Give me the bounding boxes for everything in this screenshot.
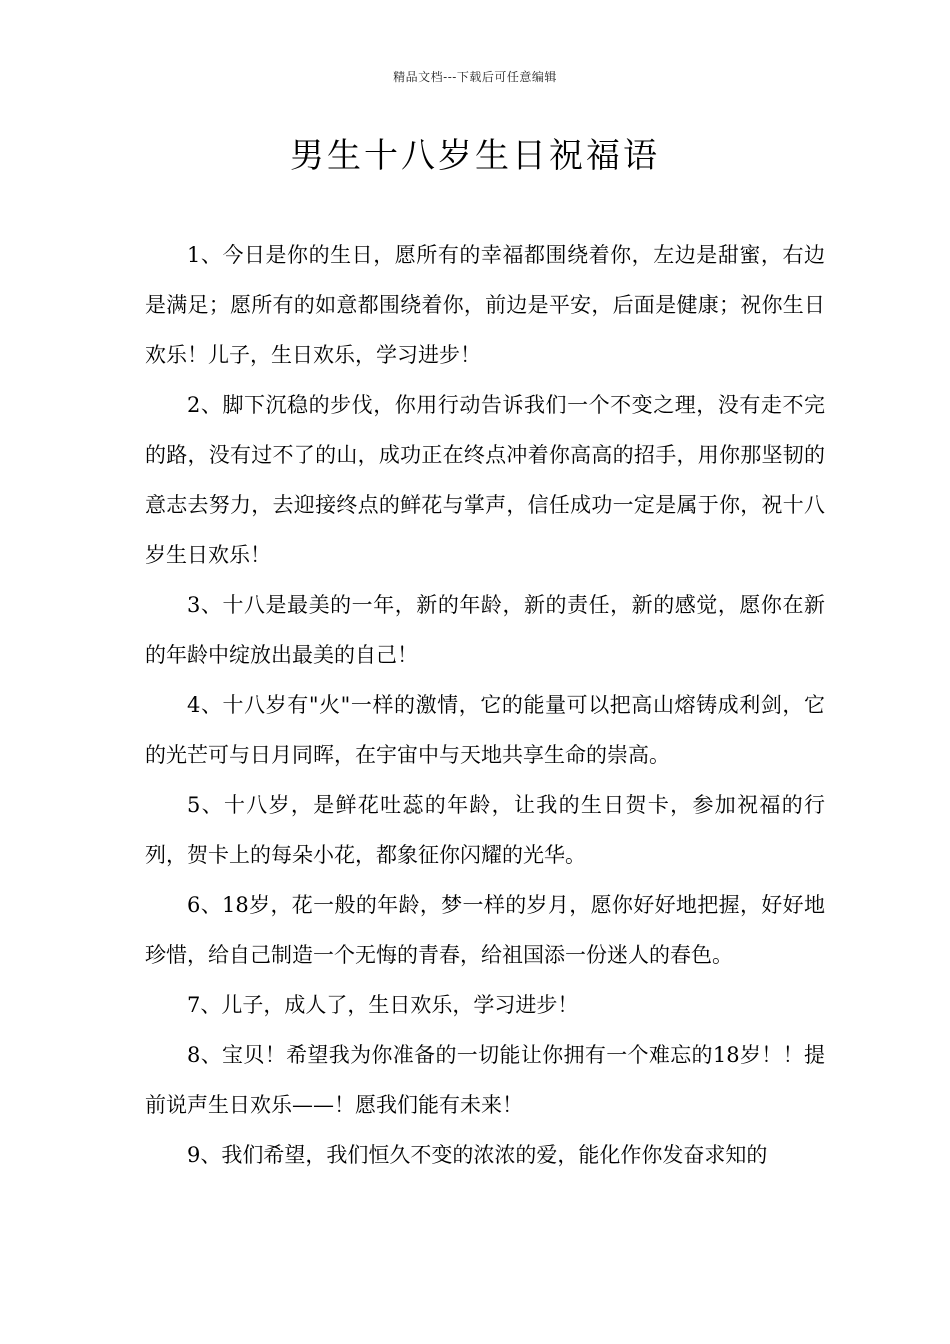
document-body — [145, 230, 825, 1180]
paragraph-5: 5、十八岁，是鲜花吐蕊的年龄，让我的生日贺卡，参加祝福的行列，贺卡上的每朵小花，都象征你闪耀的光华。 — [145, 793, 825, 867]
paragraph-2: 2、脚下沉稳的步伐，你用行动告诉我们一个不变之理，没有走不完的路，没有过不了的山，成功正在终点冲着你高高的招手，用你那坚韧的意志去努力，去迎接终点的鲜花与掌声，信任成功一定是属于你，祝十八岁生日欢乐！ — [145, 393, 825, 567]
paragraph-3: 3、十八是最美的一年，新的年龄，新的责任，新的感觉，愿你在新的年龄中绽放出最美的自己！ — [145, 593, 825, 667]
paragraph-7: 7、儿子，成人了，生日欢乐，学习进步！ — [187, 993, 579, 1017]
document-title: 男生十八岁生日祝福语 — [290, 136, 660, 176]
header-note: 精品文档---下载后可任意编辑 — [393, 70, 557, 84]
paragraph-1: 1、今日是你的生日，愿所有的幸福都围绕着你，左边是甜蜜，右边是满足；愿所有的如意都围绕着你，前边是平安，后面是健康；祝你生日欢乐！儿子，生日欢乐，学习进步！ — [145, 243, 825, 367]
paragraph-8: 8、宝贝！希望我为你准备的一切能让你拥有一个难忘的18岁！！提前说声生日欢乐——！愿我们能有未来！ — [145, 1043, 825, 1117]
paragraph-9: 9、我们希望，我们恒久不变的浓浓的爱，能化作你发奋求知的 — [187, 1143, 768, 1167]
paragraph-4: 4、十八岁有"火"一样的激情，它的能量可以把高山熔铸成利剑，它的光芒可与日月同晖，在宇宙中与天地共享生命的崇高。 — [145, 693, 825, 767]
paragraph-6: 6、18岁，花一般的年龄，梦一样的岁月，愿你好好地把握，好好地珍惜，给自己制造一个无悔的青春，给祖国添一份迷人的春色。 — [145, 893, 825, 967]
